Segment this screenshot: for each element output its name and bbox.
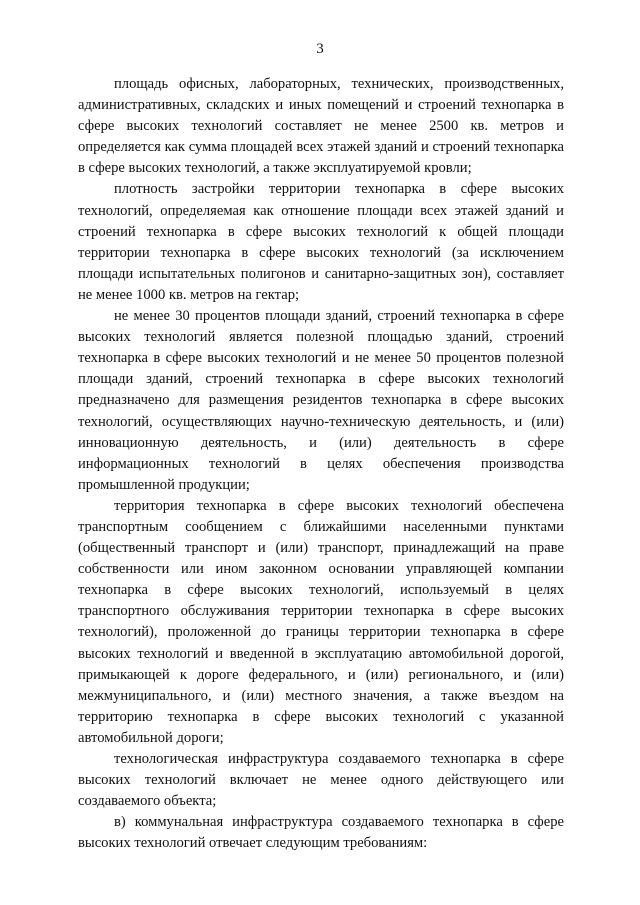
paragraph-building-density: плотность застройки территории технопарка в сфере высоких технологий, определяемая как отношение площади всех этажей зданий и строений технопарка в сфере высоких технологий к общей площади территории технопарка в сфере высоких технологий (за исключением площади испытательных полигонов и санитарно-защитных зон), составляет не менее 1000 кв. метров на гектар; [78, 181, 564, 303]
page-number: 3 [316, 41, 324, 57]
paragraph-utility-infrastructure: в) коммунальная инфраструктура создаваемого технопарка в сфере высоких технологий отвечает следующим требованиям: [78, 814, 564, 852]
paragraph-useful-area: не менее 30 процентов площади зданий, строений технопарка в сфере высоких технологий является полезной площадью зданий, строений технопарка в сфере высоких технологий и не менее 50 процентов полезной площади зданий, строений технопарка в сфере высоких технологий предназначено для размещения резидентов технопарка в сфере высоких технологий, осуществляющих научно-техническую деятельность, и (или) инновационную деятельность, и (или) деятельность в сфере информационных технологий в целях обеспечения производства промышленной продукции; [78, 308, 564, 493]
document-body [78, 74, 564, 854]
paragraph-tech-infrastructure: технологическая инфраструктура создаваемого технопарка в сфере высоких технологий включает не менее одного действующего или создаваемого объекта; [78, 751, 564, 810]
paragraph-transport: территория технопарка в сфере высоких технологий обеспечена транспортным сообщением с ближайшими населенными пунктами (общественный транспорт и (или) транспорт, принадлежащий на праве собственности или ином законном основании управляющей компании технопарка в сфере высоких технологий, используемый в целях транспортного обслуживания территории технопарка в сфере высоких технологий), проложенной до границы территории технопарка в сфере высоких технологий и введенной в эксплуатацию автомобильной дорогой, примыкающей к дороге федерального, и (или) регионального, и (или) межмуниципального, и (или) местного значения, а также въездом на территорию технопарка в сфере высоких технологий с указанной автомобильной дороги; [78, 497, 564, 746]
paragraph-office-area: площадь офисных, лабораторных, технических, производственных, административных, складских и иных помещений и строений технопарка в сфере высоких технологий составляет не менее 2500 кв. метров и определяется как сумма площадей всех этажей зданий и строений технопарка в сфере высоких технологий, а также эксплуатируемой кровли; [78, 76, 564, 177]
